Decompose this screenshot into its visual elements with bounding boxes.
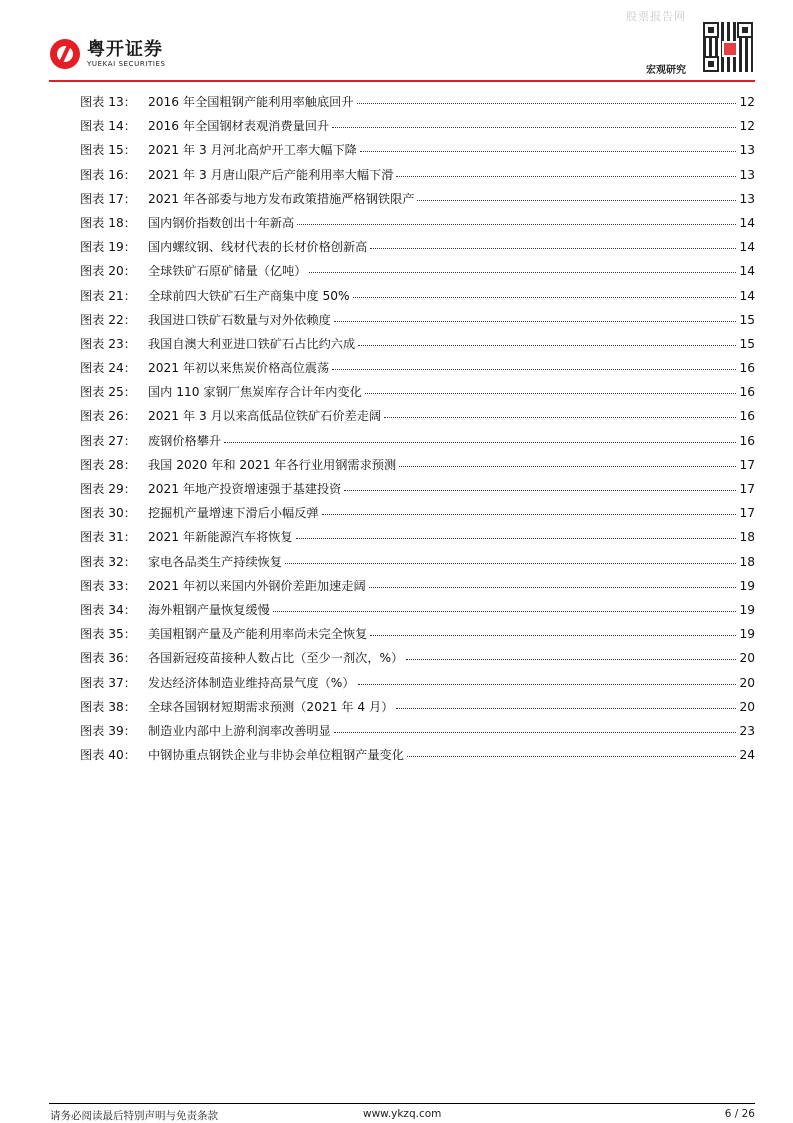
toc-row-page: 19 [739, 602, 755, 617]
toc-row-label: 图表 30： [80, 506, 136, 521]
toc-row-leader [360, 151, 737, 152]
toc-row[interactable] [80, 407, 755, 431]
toc-row-label: 图表 28： [80, 457, 136, 472]
footer-page-number: 6 / 26 [724, 1108, 755, 1120]
toc-row-page: 15 [739, 312, 755, 327]
toc-row-leader [322, 514, 737, 515]
company-logo [50, 39, 166, 69]
toc-row-label: 图表 24： [80, 361, 136, 376]
footer-divider [49, 1103, 755, 1104]
toc-row[interactable] [80, 311, 755, 335]
toc-row-title: 废钢价格攀升 [148, 433, 222, 448]
toc-row-page: 18 [739, 530, 755, 545]
toc-row-label: 图表 26： [80, 409, 136, 424]
toc-row-page: 20 [739, 651, 755, 666]
toc-row-label: 图表 38： [80, 699, 136, 714]
toc-row[interactable] [80, 649, 755, 673]
toc-row-leader [370, 248, 736, 249]
toc-row-leader [407, 756, 737, 757]
toc-row-page: 14 [739, 288, 755, 303]
toc-row-leader [273, 611, 737, 612]
toc-row[interactable] [80, 746, 755, 770]
toc-row-label: 图表 32： [80, 554, 136, 569]
toc-row-title: 2021 年初以来焦炭价格高位震荡 [148, 361, 330, 376]
toc-row[interactable] [80, 480, 755, 504]
toc-row[interactable] [80, 383, 755, 407]
toc-row-title: 2021 年 3 月唐山限产后产能利用率大幅下滑 [148, 167, 394, 182]
toc-row-page: 14 [739, 264, 755, 279]
toc-row-page: 12 [739, 119, 755, 134]
toc-row-title: 我国 2020 年和 2021 年各行业用钢需求预测 [148, 457, 397, 472]
toc-row-label: 图表 34： [80, 602, 136, 617]
figure-index [80, 93, 755, 770]
toc-row-title: 2021 年 3 月以来高低品位铁矿石价差走阔 [148, 409, 382, 424]
toc-row-label: 图表 18： [80, 215, 136, 230]
section-tag: 宏观研究 [646, 65, 686, 76]
toc-row[interactable] [80, 528, 755, 552]
toc-row-title: 各国新冠疫苗接种人数占比（至少一剂次，%） [148, 651, 404, 666]
toc-row-page: 20 [739, 699, 755, 714]
toc-row-page: 14 [739, 215, 755, 230]
toc-row-leader [297, 224, 736, 225]
toc-row[interactable] [80, 601, 755, 625]
toc-row[interactable] [80, 553, 755, 577]
toc-row-label: 图表 13： [80, 95, 136, 109]
toc-row[interactable] [80, 577, 755, 601]
toc-row[interactable] [80, 698, 755, 722]
toc-row-title: 全球铁矿石原矿储量（亿吨） [148, 264, 307, 279]
toc-row[interactable] [80, 214, 755, 238]
toc-row-title: 我国进口铁矿石数量与对外依赖度 [148, 312, 331, 327]
toc-row[interactable] [80, 117, 755, 141]
toc-row-page: 18 [739, 554, 755, 569]
toc-row-page: 19 [739, 627, 755, 642]
toc-row-page: 16 [739, 385, 755, 400]
toc-row-label: 图表 37： [80, 675, 136, 690]
toc-row-title: 我国自澳大利亚进口铁矿石占比约六成 [148, 336, 356, 351]
toc-row-leader [353, 297, 737, 298]
toc-row-label: 图表 22： [80, 312, 136, 327]
toc-row[interactable] [80, 93, 755, 117]
toc-row-page: 12 [739, 95, 755, 109]
toc-row[interactable] [80, 456, 755, 480]
toc-row-label: 图表 25： [80, 385, 136, 400]
toc-row-leader [332, 369, 736, 370]
toc-row-page: 13 [739, 191, 755, 206]
toc-row[interactable] [80, 141, 755, 165]
toc-row-leader [357, 103, 737, 104]
toc-row[interactable] [80, 287, 755, 311]
toc-row-leader [396, 708, 736, 709]
toc-row-label: 图表 20： [80, 264, 136, 279]
logo-name-cn: 粤开证券 [87, 38, 163, 60]
toc-row-page: 14 [739, 240, 755, 255]
toc-row-title: 国内 110 家钢厂焦炭库存合计年内变化 [148, 385, 362, 400]
toc-row-leader [370, 635, 736, 636]
toc-row-label: 图表 29： [80, 482, 136, 496]
toc-row-leader [406, 659, 736, 660]
toc-row-page: 23 [739, 723, 755, 738]
toc-row-leader [334, 321, 737, 322]
toc-row-page: 15 [739, 336, 755, 351]
toc-row-leader [309, 272, 736, 273]
toc-row[interactable] [80, 166, 755, 190]
toc-row-title: 2016 年全国钢材表观消费量回升 [148, 119, 330, 134]
toc-row[interactable] [80, 238, 755, 262]
toc-row[interactable] [80, 432, 755, 456]
toc-row-page: 17 [739, 506, 755, 521]
toc-row-label: 图表 23： [80, 336, 136, 351]
toc-row-title: 2016 年全国粗钢产能利用率触底回升 [148, 95, 354, 109]
toc-row-leader [344, 490, 736, 491]
toc-row-title: 2021 年 3 月河北高炉开工率大幅下降 [148, 143, 357, 158]
toc-row-leader [369, 587, 737, 588]
footer-website[interactable]: www.ykzq.com [363, 1108, 442, 1120]
watermark: 股票报告网 [626, 10, 686, 23]
toc-row-leader [358, 684, 737, 685]
toc-row-label: 图表 36： [80, 651, 136, 666]
toc-row-page: 17 [739, 457, 755, 472]
toc-row-label: 图表 21： [80, 288, 136, 303]
toc-row-label: 图表 35： [80, 627, 136, 642]
toc-row-page: 24 [739, 748, 755, 763]
toc-row-label: 图表 39： [80, 723, 136, 738]
toc-row-title: 2021 年新能源汽车将恢复 [148, 530, 293, 545]
toc-row-leader [365, 393, 737, 394]
qr-code-icon [703, 22, 753, 72]
toc-row-title: 制造业内部中上游利润率改善明显 [148, 723, 331, 738]
toc-row-title: 全球各国钢材短期需求预测（2021 年 4 月） [148, 699, 394, 714]
toc-row[interactable] [80, 504, 755, 528]
toc-row-label: 图表 40： [80, 748, 136, 763]
toc-row-leader [334, 732, 737, 733]
toc-row-leader [285, 563, 736, 564]
toc-row[interactable] [80, 625, 755, 649]
toc-row-label: 图表 31： [80, 530, 136, 545]
toc-row-title: 全球前四大铁矿石生产商集中度 50% [148, 288, 350, 303]
toc-row-title: 2021 年地产投资增速强于基建投资 [148, 482, 342, 496]
toc-row-page: 16 [739, 361, 755, 376]
toc-row-leader [417, 200, 736, 201]
toc-row-leader [358, 345, 736, 346]
toc-row-page: 16 [739, 433, 755, 448]
toc-row-page: 13 [739, 143, 755, 158]
toc-row-leader [384, 417, 736, 418]
toc-row[interactable] [80, 722, 755, 746]
toc-row-page: 13 [739, 167, 755, 182]
toc-row-title: 发达经济体制造业维持高景气度（%） [148, 675, 355, 690]
toc-row-page: 17 [739, 482, 755, 496]
logo-name-en: YUEKAI SECURITIES [87, 59, 166, 68]
toc-row[interactable] [80, 674, 755, 698]
toc-row[interactable] [80, 262, 755, 286]
toc-row-title: 国内螺纹钢、线材代表的长材价格创新高 [148, 240, 368, 255]
toc-row-title: 美国粗钢产量及产能利用率尚未完全恢复 [148, 627, 368, 642]
toc-row-title: 挖掘机产量增速下滑后小幅反弹 [148, 506, 319, 521]
toc-row-leader [399, 466, 736, 467]
toc-row-label: 图表 17： [80, 191, 136, 206]
logo-icon [50, 39, 80, 69]
toc-row-label: 图表 33： [80, 578, 136, 593]
toc-row[interactable] [80, 335, 755, 359]
toc-row-title: 2021 年初以来国内外钢价差距加速走阔 [148, 578, 366, 593]
toc-row-leader [224, 442, 736, 443]
toc-row-label: 图表 14： [80, 119, 136, 134]
toc-row-label: 图表 15： [80, 143, 136, 158]
toc-row-label: 图表 27： [80, 433, 136, 448]
toc-row-title: 海外粗钢产量恢复缓慢 [148, 602, 270, 617]
footer-disclaimer: 请务必阅读最后特别声明与免责条款 [50, 1110, 218, 1122]
toc-row-label: 图表 16： [80, 167, 136, 182]
toc-row-title: 2021 年各部委与地方发布政策措施严格钢铁限产 [148, 191, 415, 206]
toc-row-title: 家电各品类生产持续恢复 [148, 554, 283, 569]
toc-row-label: 图表 19： [80, 240, 136, 255]
header-divider [49, 80, 755, 82]
toc-row-page: 19 [739, 578, 755, 593]
toc-row-page: 20 [739, 675, 755, 690]
toc-row-page: 16 [739, 409, 755, 424]
toc-row-title: 中钢协重点钢铁企业与非协会单位粗钢产量变化 [148, 748, 404, 763]
toc-row-leader [332, 127, 736, 128]
toc-row[interactable] [80, 359, 755, 383]
toc-row-leader [396, 176, 736, 177]
toc-row[interactable] [80, 190, 755, 214]
toc-row-title: 国内钢价指数创出十年新高 [148, 215, 295, 230]
toc-row-leader [296, 538, 737, 539]
